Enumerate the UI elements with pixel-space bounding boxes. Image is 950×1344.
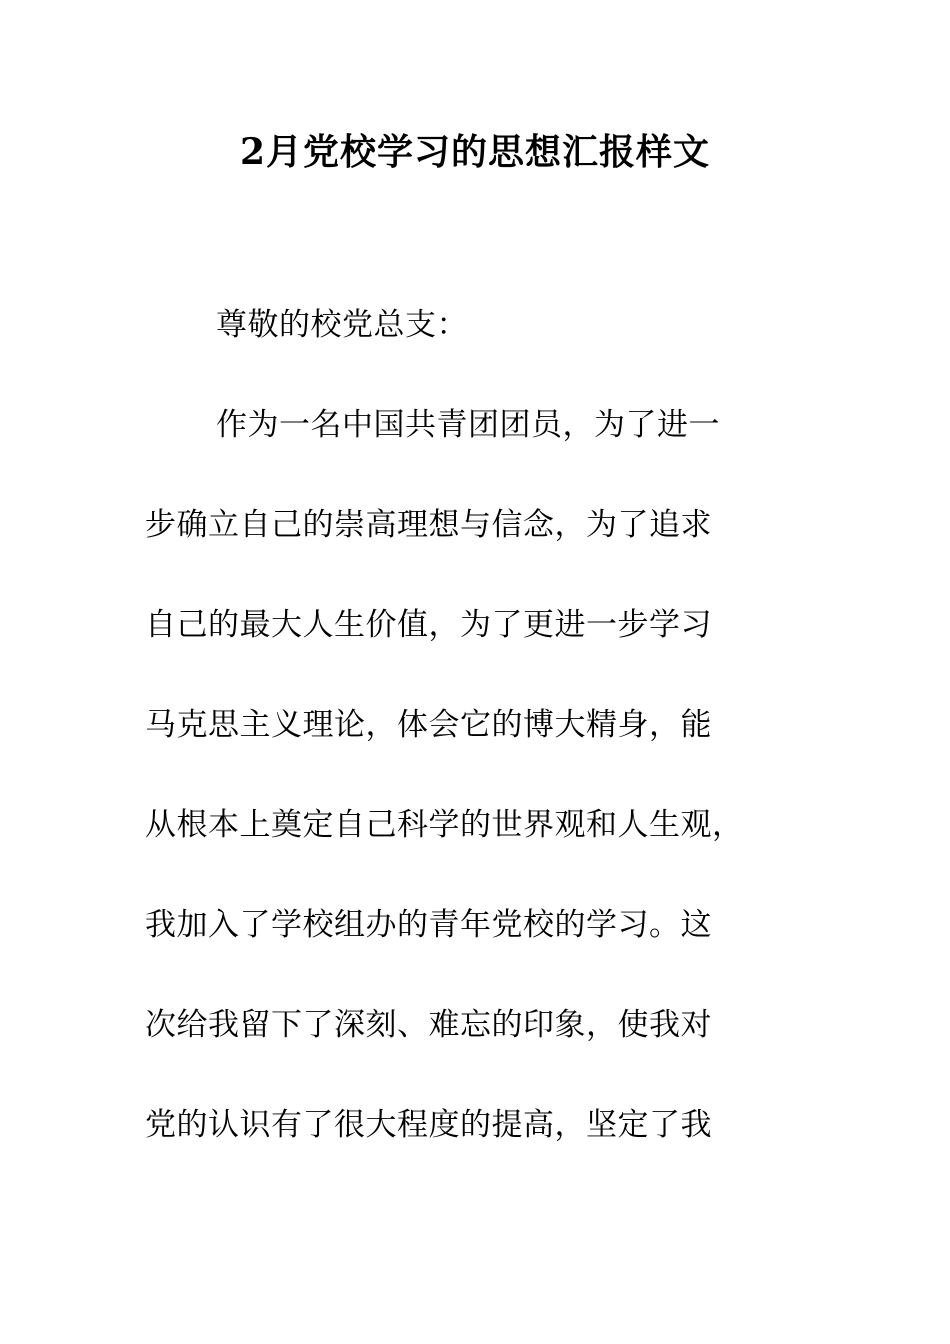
body-line: 作为一名中国共青团团员，为了进一 [216,407,720,443]
body-line: 党的认识有了很大程度的提高，坚定了我 [145,1107,712,1143]
greeting-line: 尊敬的校党总支： [216,307,468,343]
body-line: 马克思主义理论，体会它的博大精身，能 [145,707,712,743]
body-line: 次给我留下了深刻、难忘的印象，使我对 [145,1007,712,1043]
body-line: 我加入了学校组办的青年党校的学习。这 [145,907,712,943]
body-line: 自己的最大人生价值，为了更进一步学习 [145,607,712,643]
document-title: 2月党校学习的思想汇报样文 [239,131,711,173]
body-line: 从根本上奠定自己科学的世界观和人生观， [145,807,744,843]
body-line: 步确立自己的崇高理想与信念，为了追求 [145,507,712,543]
